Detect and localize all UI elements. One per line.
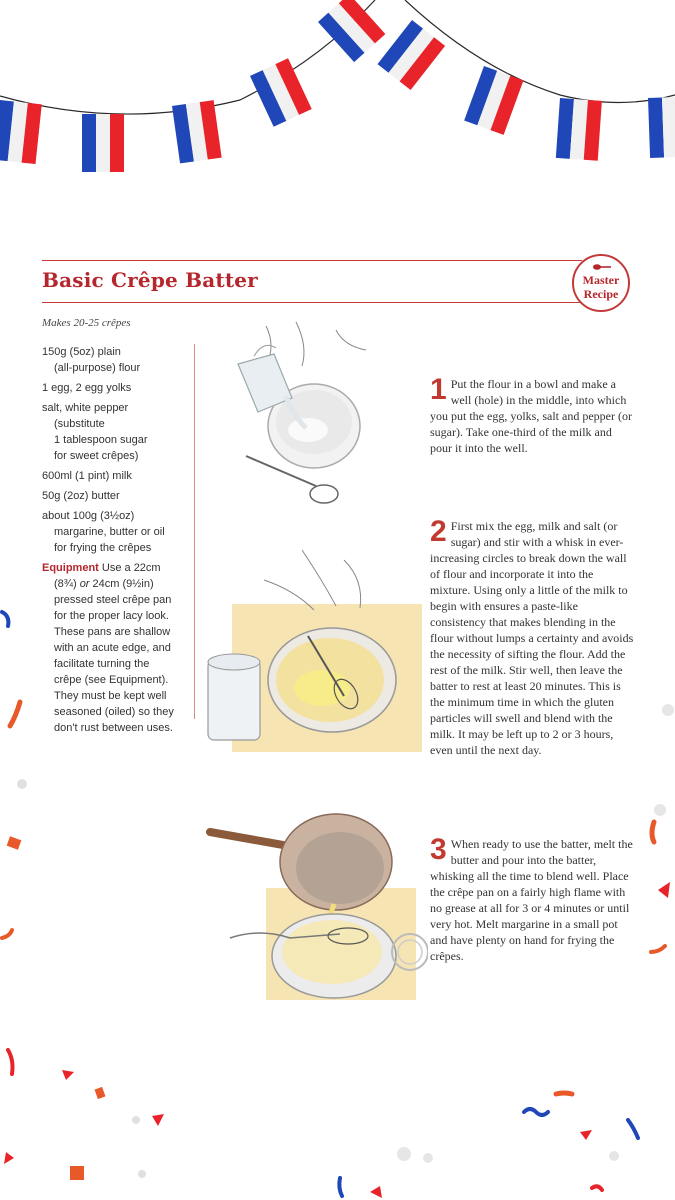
recipe-title: Basic Crêpe Batter (42, 268, 258, 292)
equipment-note (42, 560, 187, 736)
ingredient-text: 1 tablespoon sugar (54, 434, 148, 446)
step-2 (430, 515, 635, 758)
illustration-add-butter (206, 812, 428, 1008)
illustration-pour-milk (226, 318, 386, 518)
equipment-label: Equipment (42, 562, 99, 574)
equipment-text: They must be kept well (54, 690, 167, 702)
ingredient-text: (all-purpose) flour (54, 362, 141, 374)
step-number: 1 (430, 373, 447, 406)
ingredient-text: for sweet crêpes) (54, 450, 139, 462)
equipment-text: pressed steel crêpe pan (54, 594, 172, 606)
ingredient-text: 50g (2oz) butter (42, 490, 120, 502)
ingredient-butter (42, 488, 187, 504)
equipment-text: with an acute edge, and (54, 642, 171, 654)
flag-2 (82, 114, 124, 172)
ingredient-eggs (42, 380, 187, 396)
equipment-text: Use a 22cm (98, 562, 161, 574)
equipment-text: 24cm (9½in) (89, 578, 154, 590)
ingredient-flour (42, 344, 187, 376)
ingredient-text: for frying the crêpes (54, 542, 152, 554)
equipment-text: or (79, 578, 90, 590)
ingredient-text: 150g (5oz) plain (42, 346, 121, 358)
flag-3 (172, 100, 222, 163)
equipment-text: crêpe (see Equipment). (54, 674, 169, 686)
step-1 (430, 373, 635, 456)
ingredient-text: margarine, butter or oil (54, 526, 165, 538)
flag-4 (250, 58, 312, 127)
column-divider (194, 344, 195, 719)
flag-5 (318, 0, 385, 62)
bunting-decoration (0, 0, 675, 180)
title-rule-bottom (42, 302, 582, 303)
equipment-text: (8¾) (54, 578, 80, 590)
illustration-whisk-batter (204, 540, 424, 755)
ingredient-text: about 100g (3½oz) (42, 510, 135, 522)
equipment-text: These pans are shallow (54, 626, 171, 638)
ingredient-text: 1 egg, 2 egg yolks (42, 382, 132, 394)
equipment-text: facilitate turning the (54, 658, 150, 670)
ingredient-frying-fat (42, 508, 187, 556)
equipment-text: for the proper lacy look. (54, 610, 169, 622)
step-3 (430, 833, 635, 964)
step-number: 3 (430, 833, 447, 866)
step-number: 2 (430, 515, 447, 548)
badge-line-1: Master (582, 273, 620, 287)
step-text: Put the flour in a bowl and make a well (hole) in the middle, into which you put the egg, yolks, salt and pepper (or sugar). Take one-third of the milk and pour it into the well. (430, 377, 632, 455)
ingredient-text: 600ml (1 pint) milk (42, 470, 132, 482)
equipment-text: don't rust between uses. (54, 722, 173, 734)
step-text: First mix the egg, milk and salt (or sugar) and stir with a whisk in ever-increasing circles to break down the wall of flour and incorporate it into the mixture. Using only a little of the milk to begin with ensures a paste-like consistency that makes blending in the flour without lumps a certainty and avoids the necessity of sifting the flour. Add the rest of the milk. Stir well, then leave the batter to rest at least 20 minutes. This is the minimum time in which the gluten particles will swell and blend with the milk. It may be left up to 2 or 3 hours, even until the next day. (430, 519, 634, 757)
flag-1 (0, 100, 42, 164)
ingredient-text: (substitute (54, 418, 105, 430)
step-text: When ready to use the batter, melt the butter and pour into the batter, whisking all the time to blend well. Place the crêpe pan on a fairly high flame with no grease at all for 3 or 4 minutes or until very hot. Melt margarine in a small pot and have plenty on hand for frying the crêpes. (430, 837, 633, 963)
ingredients-list (42, 344, 187, 737)
flag-8 (556, 98, 602, 161)
flag-6 (378, 20, 446, 90)
master-recipe-badge (572, 254, 630, 312)
ingredient-milk (42, 468, 187, 484)
ingredient-text: salt, white pepper (42, 402, 129, 414)
title-rule-top (42, 260, 582, 261)
equipment-text: seasoned (oiled) so they (54, 706, 174, 718)
ingredient-seasoning (42, 400, 187, 464)
badge-line-2: Recipe (583, 287, 619, 301)
yield-text: Makes 20-25 crêpes (42, 317, 131, 329)
flag-9 (648, 97, 675, 158)
spoon-icon (593, 262, 611, 272)
